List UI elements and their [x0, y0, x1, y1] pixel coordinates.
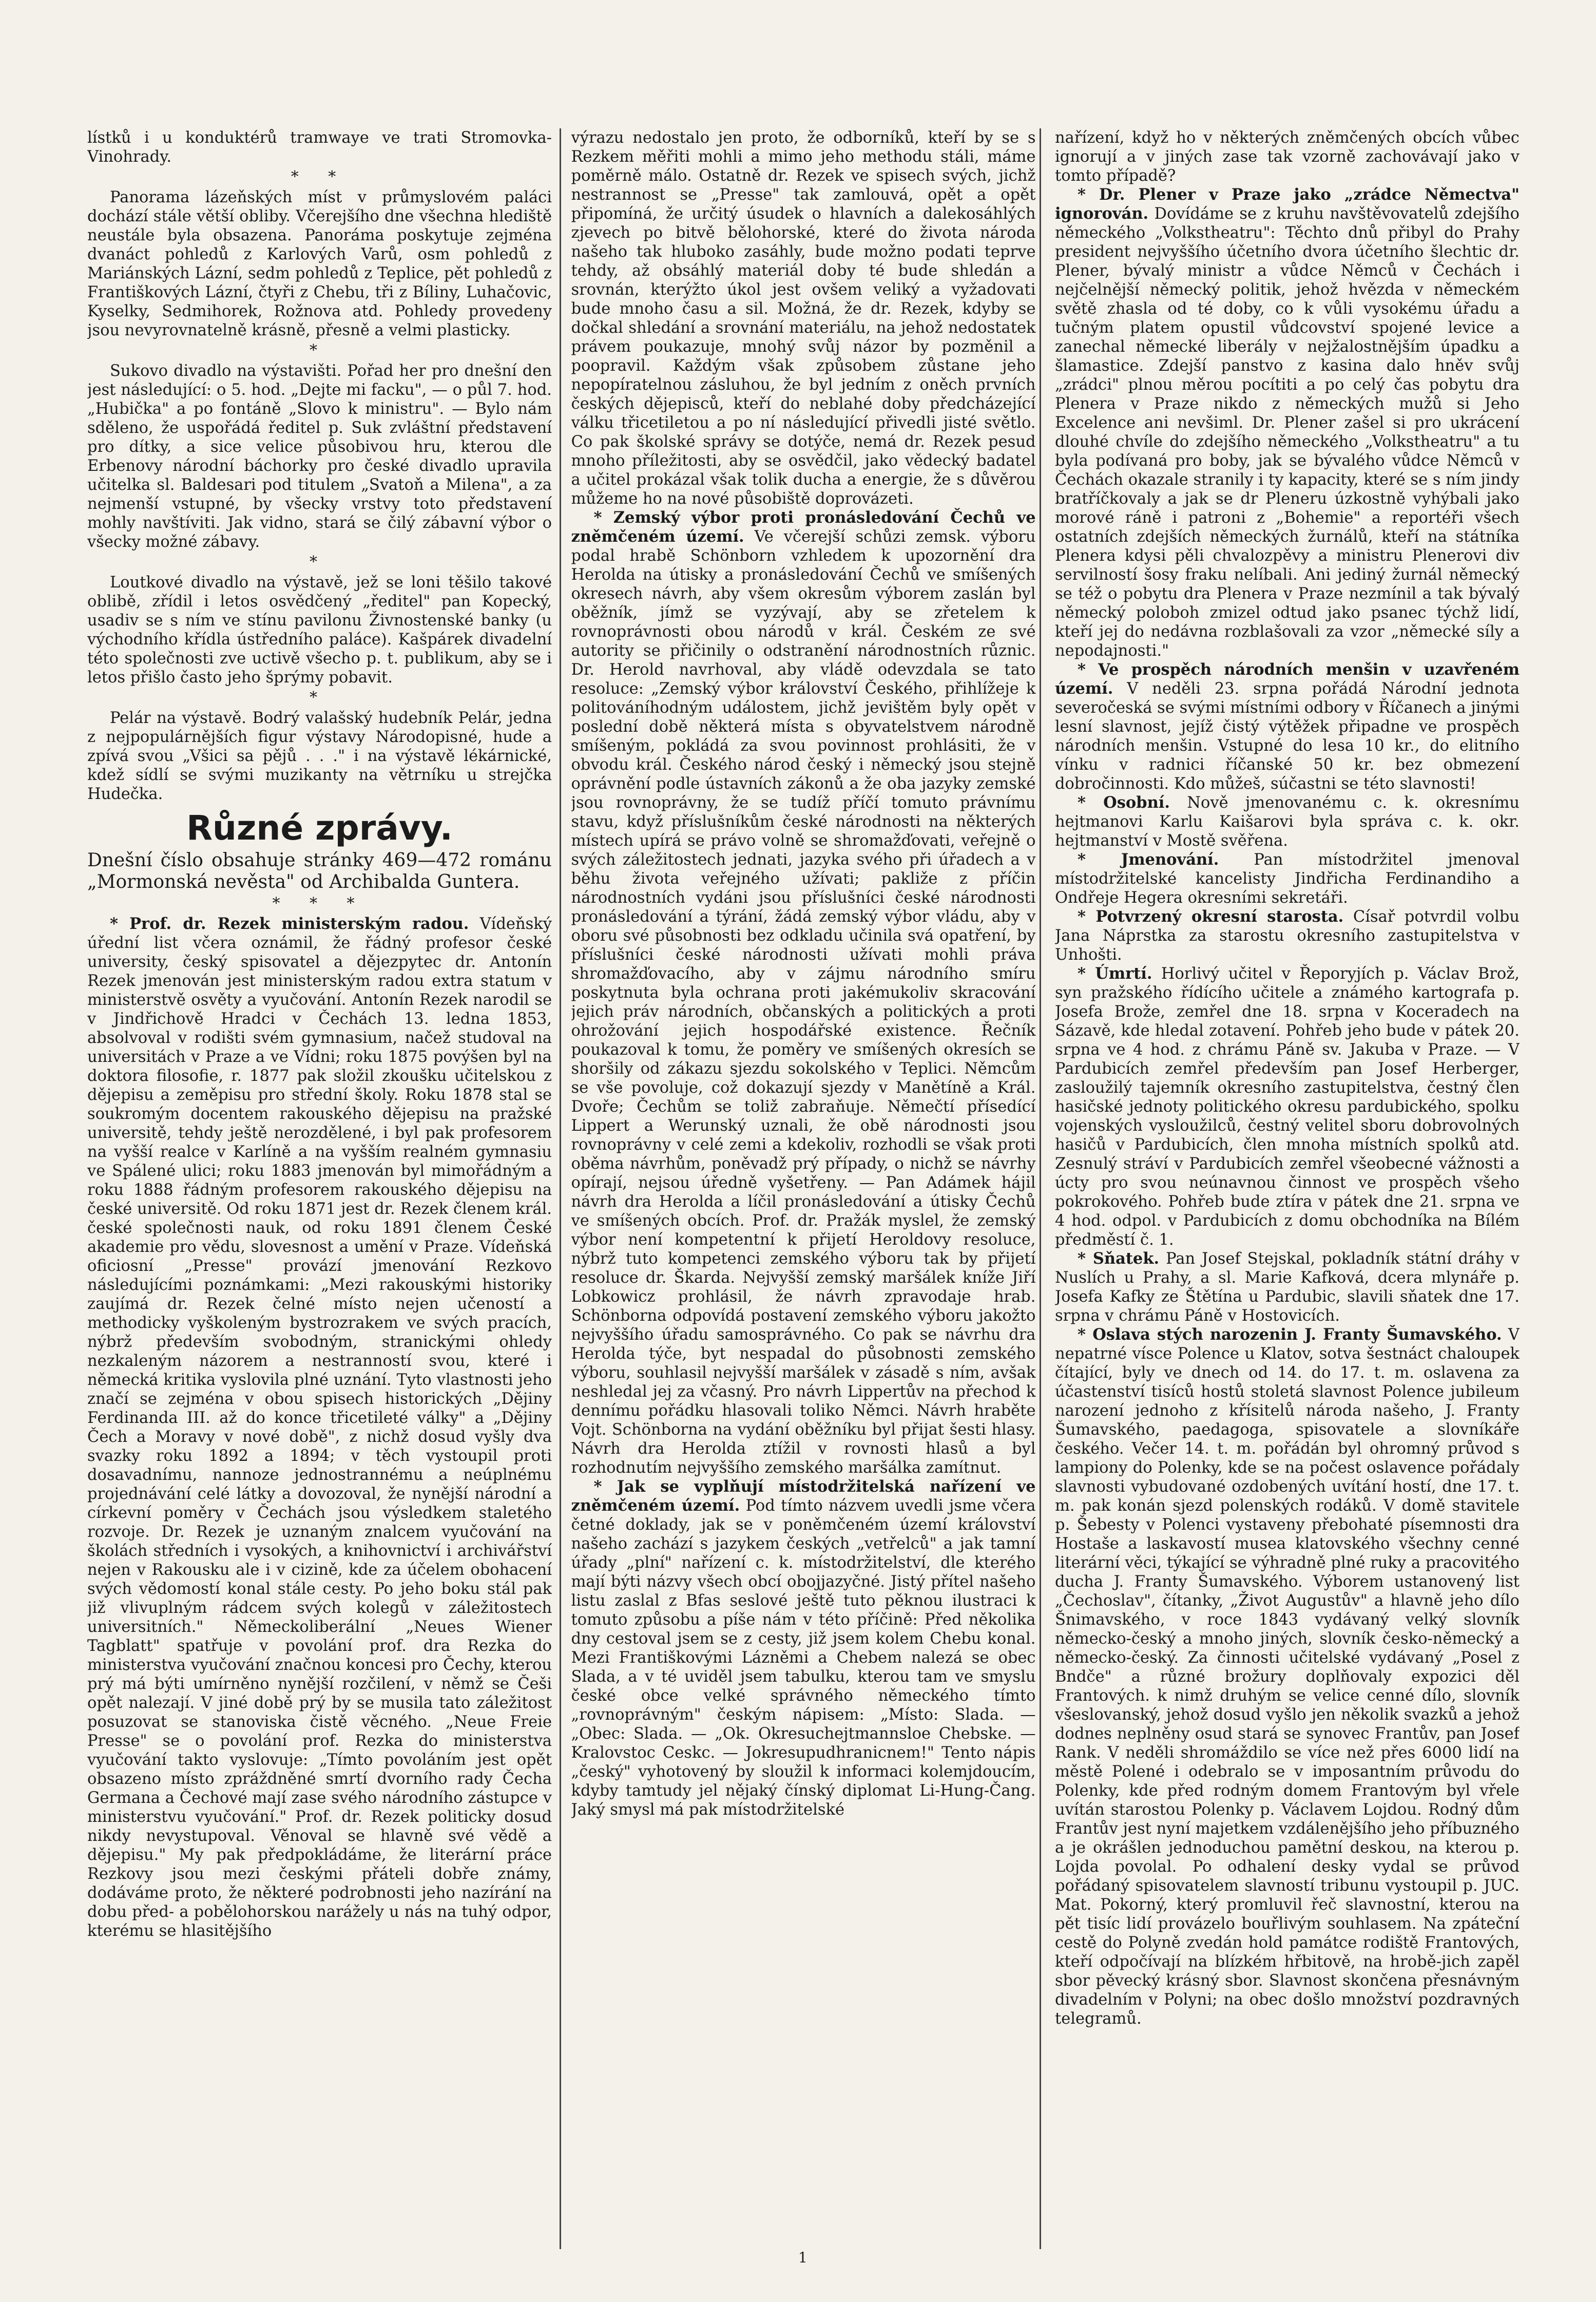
- article-rezek: Vídeňský úřední list včera oznámil, že řádný profesor české university, český spisovatel a dějezpytec dr. Antonín Rezek jmenován jest ministerským radou extra statum v ministerstvě osvěty a vyučování. Antonín Rezek narodil se v Jindřichově Hradci v Čechách 13. ledna 1853, absolvoval v rodišti svém gymnasium, načež studoval na universitách v Praze a ve Vídni; roku 1875 povýšen byl na doktora filosofie, r. 1877 pak složil zkoušku učitelskou z dějepisu a zeměpisu pro střední školy. Roku 1878 stal se soukromým docentem rakouského dějepisu na pražské universitě, tehdy ještě nerozdělené, i byl pak profesorem na vyšší realce v Karlíně a na vyšším realném gymnasiu ve Spálené ulici; roku 1883 jmenován byl mimořádným a roku 1888 řádným profesorem rakouského dějepisu na české universitě. Od roku 1871 jest dr. Rezek členem král. české společnosti nauk, od roku 1891 členem České akademie pro vědu, slovesnost a umění v Praze. Vídeňská oficiosní „Presse" provází jmenování Rezkovo následujícími poznámkami: „Mezi rakouskými historiky zaujímá dr. Rezek čelné místo nejen učeností a methodicky vyškoleným bystrozrakem ve svých pracích, nýbrž především svobodným, stranickými ohledy nezkaleným názorem a nestranností svou, které i německá kritika vyslovila plné uznání. Tyto vlastnosti jeho značí se zejména v obou spisech historických „Dějiny Ferdinanda III. až do konce třicetileté války" a „Dějiny Čech a Moravy v nové době", z nichž dosud vyšly dva svazky roku 1892 a 1894; v těch vystoupil proti dosavadnímu, nannoze jednostrannému a neúplnému projednávání celé látky a dovozoval, že nynější národní a církevní poměry v Čechách jsou výsledkem staletého rozvoje. Dr. Rezek je uznaným znalcem vyučování na školách středních i vysokých, a knihovnictví i archivářství nejen v Rakousku ale i v cizině, kde za účelem obohacení svých vědomostí konal stále cesty. Po jeho boku stál pak již vlivuplným rádcem svých kolegů v záležitostech universitních." Německoliberální „Neues Wiener Tagblatt" spatřuje v povolání prof. dra Rezka do ministerstva vyučování značnou koncesi pro Čechy, kterou prý má býti umírněno nynější rozčilení, v němž se Češi opět nalezají. V jiné době prý by se musila tato záležitost posuzovat se stanoviska čistě věcného. „Neue Freie Presse" se o povolání prof. Rezka do ministerstva vyučování takto vyslovuje: „Tímto povoláním jest opět obsazeno místo zpráždněné smrtí dvorního rady Čecha Germana a Čechové mají zase svého národního zástupce v ministerstvu vyučování." Prof. dr. Rezek politicky dosud nikdy nevystupoval. Věnoval se hlavně své vědě a dějepisu." My pak předpokládáme, že literární práce Rezkovy jsou mezi českými přáteli dobře známy, dodáváme proto, že některé podrobnosti jeho nazírání na dobu před- a pobělohorskou narážely u nás na tuhý odpor, kterému se hlasitějšího: [87, 915, 552, 1940]
- headline-mistodrzitelska-narizeni: * Jak se vyplňují místodržitelská nařízení ve zněmčeném území.: [571, 1477, 1036, 1515]
- headline-plener: * Dr. Plener v Praze jako „zrádce Němectva" ignorován.: [1055, 185, 1520, 223]
- article-osobni: Nově jmenovanému c. k. okresnímu hejtmanovi Karlu Kaišarovi byla správa c. k. okr. hejtmanství v Mostě svěřena.: [1055, 794, 1520, 850]
- column-2: [571, 128, 1036, 2249]
- headline-osobni: * Osobní.: [1078, 793, 1170, 812]
- article-plener: Dovídáme se z kruhu navštěvovatelů zdejšího německého „Volkstheatru": Těchto dnů přibyl do Prahy president nejvyššího účetního dvora účetního šlechtic dr. Plener, bývalý ministr a vůdce Němců v Čechách i nejčelnější německý politik, jehož hvězda v německém světě zhasla od té doby, co k vůli vysokému úřadu a tučným platem opustil vůdcovství spojené levice a zanechal německé liberály v nejžalostnějším úpadku a šlamastice. Zdejší panstvo z kasina dalo hněv svůj „zrádci" plnou měrou pocítiti a po celý čas pobytu dra Plenera v Praze nikdo z německých mužů si Jeho Excelence ani nevšiml. Dr. Plener zašel si pro ukrácení dlouhé chvíle do zdejšího německého „Volkstheatru" a tu byla podívaná pro boby, jak se bývalého vůdce Němců v Čechách okazale stranily i ty kapacity, které se s ním jindy bratříčkovaly a jak se dr Pleneru úzkostně vyhýbali jako morové ráně i patroni z „Bohemie" a reportéři všech ostatních zdejších německých žurnálů, kteří na státníka Plenera kdysi pěli chvalozpěvy a ministru Plenerovi div servilností šosy fraku nelíbali. Ani jediný žurnál německý se též o pobytu dra Plenera v Praze nezmínil a tak bývalý německý poloboh zmizel odtud jako psanec týchž lidí, kteří jej do nedávna rozblašovali za vzor „německé síly a nepodajnosti.": [1055, 205, 1520, 660]
- separator-stars: *: [310, 689, 330, 707]
- article-narizeni-continued: nařízení, když ho v některých zněmčených obcích vůbec ignorují a v jiných zase tak vzorně zachovávají jako v tomto případě?: [1055, 129, 1520, 185]
- article-snatek: Pan Josef Stejskal, pokladník státní dráhy v Nuslích u Prahy, a sl. Marie Kafková, dcera mlynáře p. Josefa Kafky ze Štětína u Pardubic, slavili sňatek dne 17. srpna v chrámu Páně v Hostovicích.: [1055, 1250, 1520, 1325]
- article-panorama: Panorama lázeňských míst v průmyslovém paláci dochází stále větší obliby. Včerejšího dne všechna hlediště neustále byla obsazena. Panoráma poskytuje zejména dvanáct pohledů z Karlových Varů, osm pohledů z Mariánských Lázní, sedm pohledů z Teplice, pět pohledů z Františkových Lázní, čtyři z Chebu, tři z Bíliny, Luhačovic, Kyselky, Sedmihorek, Rožnova atd. Pohledy provedeny jsou nevyrovnatelně krásně, přesně a velmi plasticky.: [87, 188, 552, 339]
- article-tramway-end: lístků i u konduktérů tramwaye ve trati Stromovka-Vinohrady.: [87, 129, 552, 166]
- article-jmenovani: Pan místodržitel jmenoval místodržitelské kancelisty Jindřicha Ferdinandiho a Ondřeje Hegera okresními sekretáři.: [1055, 851, 1520, 907]
- article-rezek-continued: výrazu nedostalo jen proto, že odborníků, kteří by se s Rezkem měřiti mohli a mimo jeho methodu stáli, máme poměrně málo. Ostatně dr. Rezek ve spisech svých, jichž nestrannost se „Presse" tak zamlouvá, opět a opět připomíná, že určitý úsudek o hlavních a dalekosáhlých zjevech po bitvě bělohorské, které do života národa našeho tak hluboko zasáhly, bude možno podati teprve tehdy, až obsáhlý materiál doby té bude shledán a srovnán, kterýžto úkol jest ovšem veliký a vyžadovati bude mnoho času a sil. Možná, že dr. Rezek, kdyby se dočkal shledání a srovnání materiálu, na jehož nedostatek právem poukazuje, mnohý svůj názor by pozměnil a poopravil. Každým však způsobem zůstane jeho nepopíratelnou zásluhou, že byl jedním z oněch prvních českých dějepisců, kteří do neblahé doby předcházející válku třicetiletou a po ní následující přivedli jisté světlo. Co pak školské správy se dotýče, nemá dr. Rezek pesud mnoho příležitosti, aby se osvědčil, jako vědecký badatel a učitel prokázal však tolik ducha a energie, že s důvěrou můžeme ho na nové působiště doprovázeti.: [571, 129, 1036, 508]
- headline-snatek: * Sňatek.: [1078, 1249, 1160, 1268]
- separator-stars: * * *: [272, 895, 367, 912]
- lead-notice: Dnešní číslo obsahuje stránky 469—472 románu „Mormonská nevěsta" od Archibalda Guntera.: [87, 850, 552, 892]
- separator-stars: * *: [291, 168, 349, 186]
- article-pelar: Pelár na výstavě. Bodrý valašský hudebník Pelár, jedna z nejpopulárnějších figur výstavy Národopisné, hude a zpívá svou „Všici sa pějů . . ." i na výstavě lékárnické, kdež sídlí se svými muzikanty na větrníku u strejčka Hudečka.: [87, 709, 552, 803]
- section-heading: Různé zprávy.: [186, 808, 453, 848]
- article-zemsky-vybor: Ve včerejší schůzi zemsk. výboru podal hrabě Schönborn vzhledem k upozornění dra Herolda na útisky a pronásledování Čechů ve smíšených okresech návrh, aby všem okresům výborem zaslán byl oběžník, jímž se vyzývají, aby se zřetelem k rovnoprávnosti obou národů v král. Českém ze své autority se přičinily o odstranění národnostních různic. Dr. Herold navrhoval, aby vládě odevzdala se tato resoluce: „Zemský výbor království Českého, přihlížeje k politováníhodným událostem, jichž jevištěm byly opět v poslední době některá místa s obyvatelstvem národně smíšeným, pokládá za svou povinnost prohlásiti, že v obvodu král. Českého národ český i německý jsou stejně oprávnění podle ústavních zákonů a že oba jazyky zemské jsou rovnoprávny, že se tudíž příčí tomuto právnímu stavu, když příslušníkům české národnosti na některých místech upírá se právo volně se shromažďovati, veřejně o svých záležitostech jednati, jazyka svého při úřadech a v běhu života veřejného užívati; pakliže z příčin národnostních vydáni jsou příslušníci české národnosti pronásledování a týrání, žádá zemský výbor vládu, aby v oboru své působnosti bez odkladu učinila svá opatření, by příslušníci české národnosti užívati mohli práva shromažďovacího, aby v zájmu národního smíru poskytnuta byla ochrana proti jakémukoliv skracování jejich práv národních, občanských a politických a proti ohrožování jejich hospodářské existence. Řečník poukazoval k tomu, že poměry ve smíšených okresích se shoršily od zákazu sjezdu sokolského v Teplici. Němcům se vše povoluje, což dokazují sjezdy v Manětíně a Král. Dvoře; Čechům se toliž zabraňuje. Němečtí přísedící Lippert a Werunský uznali, že obě národnosti jsou rovnoprávny v celé zemi a kdekoliv, rozhodli se však proti oběma návrhům, poněvadž prý případy, o nichž se návrhy opírají, nejsou úředně vyšetřeny. — Pan Adámek hájil návrh dra Herolda a líčil pronásledování a útisky Čechů ve smíšených obcích. Prof. dr. Pražák myslel, že zemský výbor není kompetentní k přijetí Heroldovy resoluce, nýbrž tuto kompetenci zemského výboru tak by přijetí resoluce dr. Škarda. Nejvyšší zemský maršálek kníže Jiří Lobkowicz prohlásil, že návrh zpravodaje hrab. Schönborna odpovídá postavení zemského výboru jakožto nejvyššího úřadu samosprávného. Co pak se návrhu dra Herolda týče, byt nespadal do působnosti zemského výboru, souhlasil nejvyšší maršálek v zásadě s ním, avšak neshledal jej za včasný. Pro návrh Lippertův na přechod k dennímu pořádku hlasovali toliko Němci. Návrh hraběte Vojt. Schönborna na vydání oběžníku byl přijat šesti hlasy. Návrh dra Herolda ztížil v rovnosti hlasů a byl rozhodnutím nejvyššího zemského maršálka zamítnut.: [571, 528, 1036, 1477]
- separator-stars: *: [310, 341, 330, 359]
- headline-rezek: * Prof. dr. Rezek ministerským radou.: [110, 915, 469, 933]
- article-umrti: Horlivý učitel v Řeporyjích p. Václav Brož, syn pražského řídícího učitele a známého kartografa p. Josefa Brože, zemřel dne 18. srpna v Koceradech na Sázavě, kde hledal zotavení. Pohřeb jeho bude v pátek 20. srpna ve 4 hod. z chrámu Páně sv. Jakuba v Praze. — V Pardubicích zemřel především pan Josef Herberger, zasloužilý tajemník okresního zastupitelstva, čestný člen hasičské jednoty politického okresu pardubického, spolku vojenských vysloužilců, čestný velitel sboru dobrovolných hasičů v Pardubicích, člen mnoha místních spolků atd. Zesnulý stráví v Pardubicích zemřel všeobecné vážnosti a úcty pro svou neúnavnou činnost ve prospěch všeho pokrokového. Pohřeb bude ztíra v pátek dne 21. srpna ve 4 hod. odpol. v Pardubicích z domu obchodníka na Bílém předměstí č. 1.: [1055, 965, 1520, 1249]
- headline-jmenovani: * Jmenování.: [1078, 850, 1219, 869]
- article-mistodrzitelska-narizeni: Pod tímto názvem uvedli jsme včera četné doklady, jak se v poněmčeném území království našeho zachází s jazykem českých „vetřelců" a jak tamní úřady „plní" nařízení c. k. místodržitelství, dle kterého mají býti názvy všech obcí obojjazyčné. Jistý přítel našeho listu zaslal z Bfas seslové ještě tuto pěknou ilustraci k tomuto způsobu a píše nám v této příčině: Před několika dny cestoval jsem se z cesty, již jsem kolem Chebu konal. Mezi Františkovými Lázněmi a Chebem nalezá se obec Slada, a v té uviděl jsem tabulku, kterou tam ve smyslu české obce velké správného německého tímto „rovnoprávným" českým nápisem: „Místo: Slada. — „Obec: Slada. — „Ok. Okresuchejtmannsloe Chebske. — Kralovstoc Ceskc. — Jokresupudhranicnem!" Tento nápis „český" vyhotovený by sloužil k informaci kolemjdoucím, kdyby tamtudy jel nějaký čínský diplomat Li-Hung-Čang. Jaký smysl má pak místodržitelské: [571, 1497, 1036, 1819]
- article-puppet-theatre: Loutkové divadlo na výstavě, jež se loni těšilo takové oblibě, zřídil i letos osvědčený „ředitel" pan Kopecký, usadiv se s ním ve stínu pavilonu Živnostenské banky (u východního křídla ústředního paláce). Kašpárek divadelní této společnosti zve uctivě všecho p. t. publikum, aby se i letos přišlo často jeho šprýmy pobavit.: [87, 574, 552, 687]
- headline-starosta: * Potvrzený okresní starosta.: [1078, 907, 1344, 926]
- article-mensiny: V neděli 23. srpna pořádá Národní jednota severočeská se svými místními odbory v Říčanech a jinými lesní slavnost, jejíž čistý výtěžek připadne ve prospěch národních menšin. Vstupné do lesa 10 kr., do elitního vínku v radnici říčanské 50 kr. bez obmezení dobročinnosti. Kdo můžeš, súčastni se této slavnosti!: [1055, 680, 1520, 793]
- headline-zemsky-vybor: * Zemský výbor proti pronásledování Čechů ve zněmčeném území.: [571, 508, 1036, 546]
- newspaper-page: [87, 128, 1520, 2249]
- column-3: [1055, 128, 1520, 2249]
- article-sumavsky: V nepatrné vísce Polence u Klatov, sotva šestnáct chaloupek čítající, byly ve dnech od 14. do 17. t. m. oslavena za účastenství tisíců hostů stoletá slavnost Polence jubileum narození jednoho z křísitelů národa našeho, J. Franty Šumavského, paedagoga, spisovatele a slovníkáře českého. Večer 14. t. m. pořádán byl ohromný průvod s lampiony do Polenky, kde se na počest oslavence pořádaly slavnosti vybudované ozdobených uvítání hostí, dne 17. t. m. pak konán sjezd polenských rodáků. V domě stavitele p. Šebesty v Polenci vystaveny přebohaté písemnosti dra Hostaše a laskavostí musea klatovského všechny cenné literární věci, týkající se výhradně plné ruky a pracovitého ducha J. Franty Šumavského. Výborem ustanovený list „Čechoslav", čítanky, „Život Augustův" a hlavně jeho dílo Šnimavského, v roce 1843 vydávaný velký slovník německo-český a mnoho jiných, slovník česko-německý a německo-český. Za činnosti učitelské vydávaný „Posel z Bndče" a různé brožury doplňovaly expozici děl Frantových. k nimž druhým se velice cenné dílo, slovník všeslovanský, jehož dosud vyšlo jen několik svazků a jehož dodnes neplněny osud stará se synovec Frantův, pan Josef Rank. V neděli shromáždilo se více než přes 6000 lidí na městě Polené i odebralo se v imposantním průvodu do Polenky, kde před rodným domem Frantovým byl vřele uvítán starostou Polenky p. Václavem Lojdou. Rodný dům Frantův jest nyní majetkem vzdálenějšího jeho příbuzného a je okrášlen jednoduchou pamětní deskou, na kterou p. Lojda povolal. Po odhalení desky vydal se průvod pořádaný spisovatelem slavností tribunu vystoupil p. JUC. Mat. Pokorný, který promluvil řeč slavnostní, kterou na pět tisíc lidí provázelo bouřlivým souhlasem. Na zpáteční cestě do Polyně zvedán hold památce rodiště Frantových, kteří odpočívají na blízkém hřbitově, na hrobě-jich zapěl sbor pěvecký krásný sbor. Slavnost skončena přesnávným divadelním v Polyni; na obec došlo množství pozdravných telegramů.: [1055, 1326, 1520, 2028]
- headline-mensiny: * Ve prospěch národních menšin v uzavřeném území.: [1055, 660, 1520, 698]
- headline-umrti: * Úmrtí.: [1078, 964, 1152, 983]
- article-suk-theatre: Sukovo divadlo na výstavišti. Pořad her pro dnešní den jest následující: o 5. hod. „Dejte mi facku", — o půl 7. hod. „Hubička" a po fontáně „Slovo k ministru". — Bylo nám sděleno, že uspořádá ředitel p. Suk zvláštní představení pro dítky, a sice velice působivou hru, kterou dle Erbenovy národní báchorky pro české divadlo upravila učitelka sl. Baldesari pod titulem „Svatoň a Milena", a za nejmenší vstupné, by všecky vrstvy toto představení mohly navštíviti. Jak vidno, stará se čilý zábavní výbor o všecky možné zábavy.: [87, 362, 552, 551]
- column-1: [87, 128, 552, 2249]
- article-starosta: Císař potvrdil volbu Jana Náprstka za starostu okresního zastupitelstva v Unhošti.: [1055, 908, 1520, 964]
- separator-stars: *: [310, 553, 330, 571]
- headline-sumavsky: * Oslava stých narozenin J. Franty Šumavského.: [1078, 1325, 1502, 1344]
- page-footer-mark: 1: [798, 2249, 807, 2266]
